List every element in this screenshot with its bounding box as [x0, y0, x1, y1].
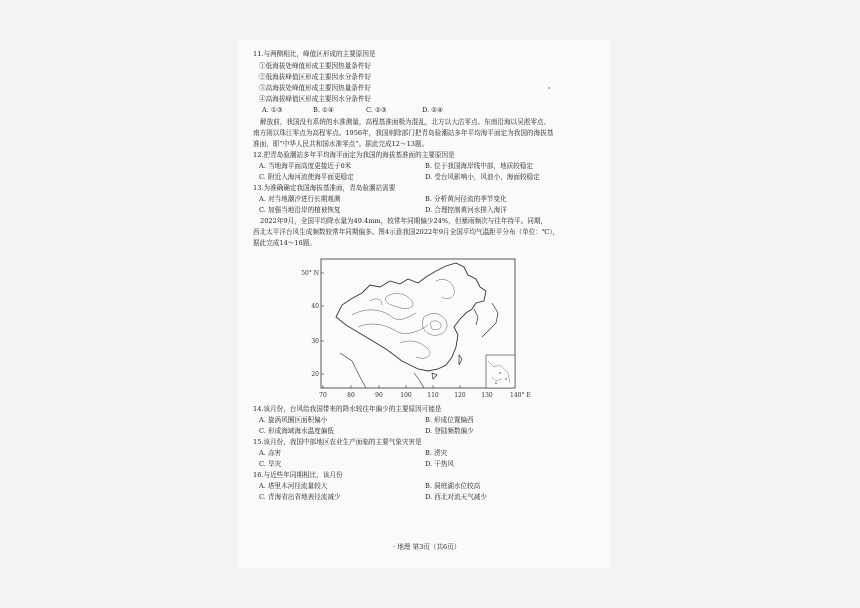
q16-stem: 16.与近些年同期相比，该月份	[253, 471, 343, 479]
q12-option-a: A. 当地海平面高度更接近于0米	[259, 162, 352, 170]
passage2-line-3: 据此完成14～16题。	[253, 239, 316, 247]
q15-stem: 15.该月份，我国中部地区农业生产面临的主要气象灾害是	[253, 438, 422, 446]
passage2-line-2: 西北太平洋台风生成频数较常年同期偏多。图4示意我国2022年9月全国平均气温距平分布（单位：℃），	[253, 228, 560, 236]
q14-option-c: C. 形成海域海水温度偏低	[259, 427, 334, 435]
passage1-line-1: 解放前，我国没有系统的水准测量，高程基准面极为混乱，北方以大沽零点、东南沿海以吴淞零点、	[260, 118, 551, 126]
q15-option-d: D. 干热风	[425, 460, 455, 468]
q14-option-a: A. 旋涡风圈区面积偏小	[259, 416, 328, 424]
q11-option-d: D. ②④	[422, 106, 444, 114]
q12-stem: 12.把青岛验潮站多年平均海平面定为我国的海拔基准面的主要原因是	[253, 151, 455, 159]
q13-option-c: C. 加强当地沿岸的植被恢复	[259, 206, 341, 214]
q11-item-3: ③高海拔处峰值形成主要因热量条件好	[259, 84, 372, 92]
passage1-line-2: 南方則以珠江零点为高程零点。1956年，我国则除部门把青岛验潮站多年平均海平面定为我国的海拔基	[253, 129, 554, 137]
lon-label-130: 130	[481, 392, 493, 399]
q16-option-a: A. 塔里木河径流量较大	[259, 482, 328, 490]
lat-label-50: 50° N	[301, 270, 319, 277]
page-footer: · 地理 第3页（共6页）	[393, 543, 461, 551]
q11-option-b: B. ①④	[313, 106, 334, 114]
q12-option-d: D. 受台风影响小，风浪小，海面较稳定	[425, 173, 540, 181]
q13-option-a: A. 对当地潮汐进行长期观测	[259, 195, 341, 203]
q11-item-1: ①低海拔处峰值形成主要因热量条件好	[259, 62, 372, 70]
q11-stem: 11.与两侧相比，峰值区形成的主要原因是	[253, 50, 376, 58]
lon-label-80: 80	[347, 392, 355, 399]
q15-option-c: C. 旱灾	[259, 460, 282, 468]
q12-option-c: C. 附近入海河流使海平面更稳定	[259, 173, 354, 181]
q13-option-b: B. 分析黄河径流的季节变化	[425, 195, 507, 203]
q13-option-d: D. 合理控制黄河水排入海洋	[425, 206, 507, 214]
temperature-anomaly-map	[296, 257, 531, 403]
q14-stem: 14.该月份，台风给我国带来的降水较往年偏少的主要原因可能是	[253, 405, 442, 413]
passage1-line-3: 准面，即“中华人民共和国水准零点”。据此完成12～13题。	[253, 140, 429, 148]
q14-option-d: D. 登陆频数偏少	[425, 427, 474, 435]
q15-option-b: B. 涝灾	[425, 449, 448, 457]
q12-option-b: B. 位于我国海岸线中部，地质较稳定	[425, 162, 533, 170]
q11-item-2: ②低海拔峰值区形成主要因水分条件好	[259, 73, 372, 81]
q16-option-d: D. 西北对流天气减少	[425, 493, 487, 501]
lat-label-30: 30	[311, 338, 319, 345]
passage2-line-1: 2022年9月，全国平均降水量为49.4mm，较常年同期偏少24%，但暴雨频次与往年持平。同期，	[260, 217, 548, 225]
q15-option-a: A. 冻害	[259, 449, 282, 457]
q16-option-c: C. 青海省出省地表径流减少	[259, 493, 341, 501]
lon-label-70: 70	[319, 392, 327, 399]
lat-label-40: 40	[311, 303, 319, 310]
lon-label-120: 120	[454, 392, 466, 399]
q11-option-c: C. ②③	[366, 106, 387, 114]
lat-label-20: 20	[311, 371, 319, 378]
lon-label-110: 110	[427, 392, 439, 399]
scan-speck	[548, 87, 550, 89]
lon-label-100: 100	[400, 392, 412, 399]
q16-option-b: B. 洞庭湖水位较高	[425, 482, 481, 490]
q14-option-b: B. 形成位置偏西	[425, 416, 474, 424]
q13-stem: 13.为准确确定我国海拔基准面，青岛验潮站需要	[253, 184, 396, 192]
lon-label-90: 90	[375, 392, 383, 399]
q11-item-4: ④高海拔峰值区形成主要因水分条件好	[259, 95, 372, 103]
lon-label-140: 140° E	[510, 392, 531, 399]
q11-option-a: A. ①③	[262, 106, 283, 114]
